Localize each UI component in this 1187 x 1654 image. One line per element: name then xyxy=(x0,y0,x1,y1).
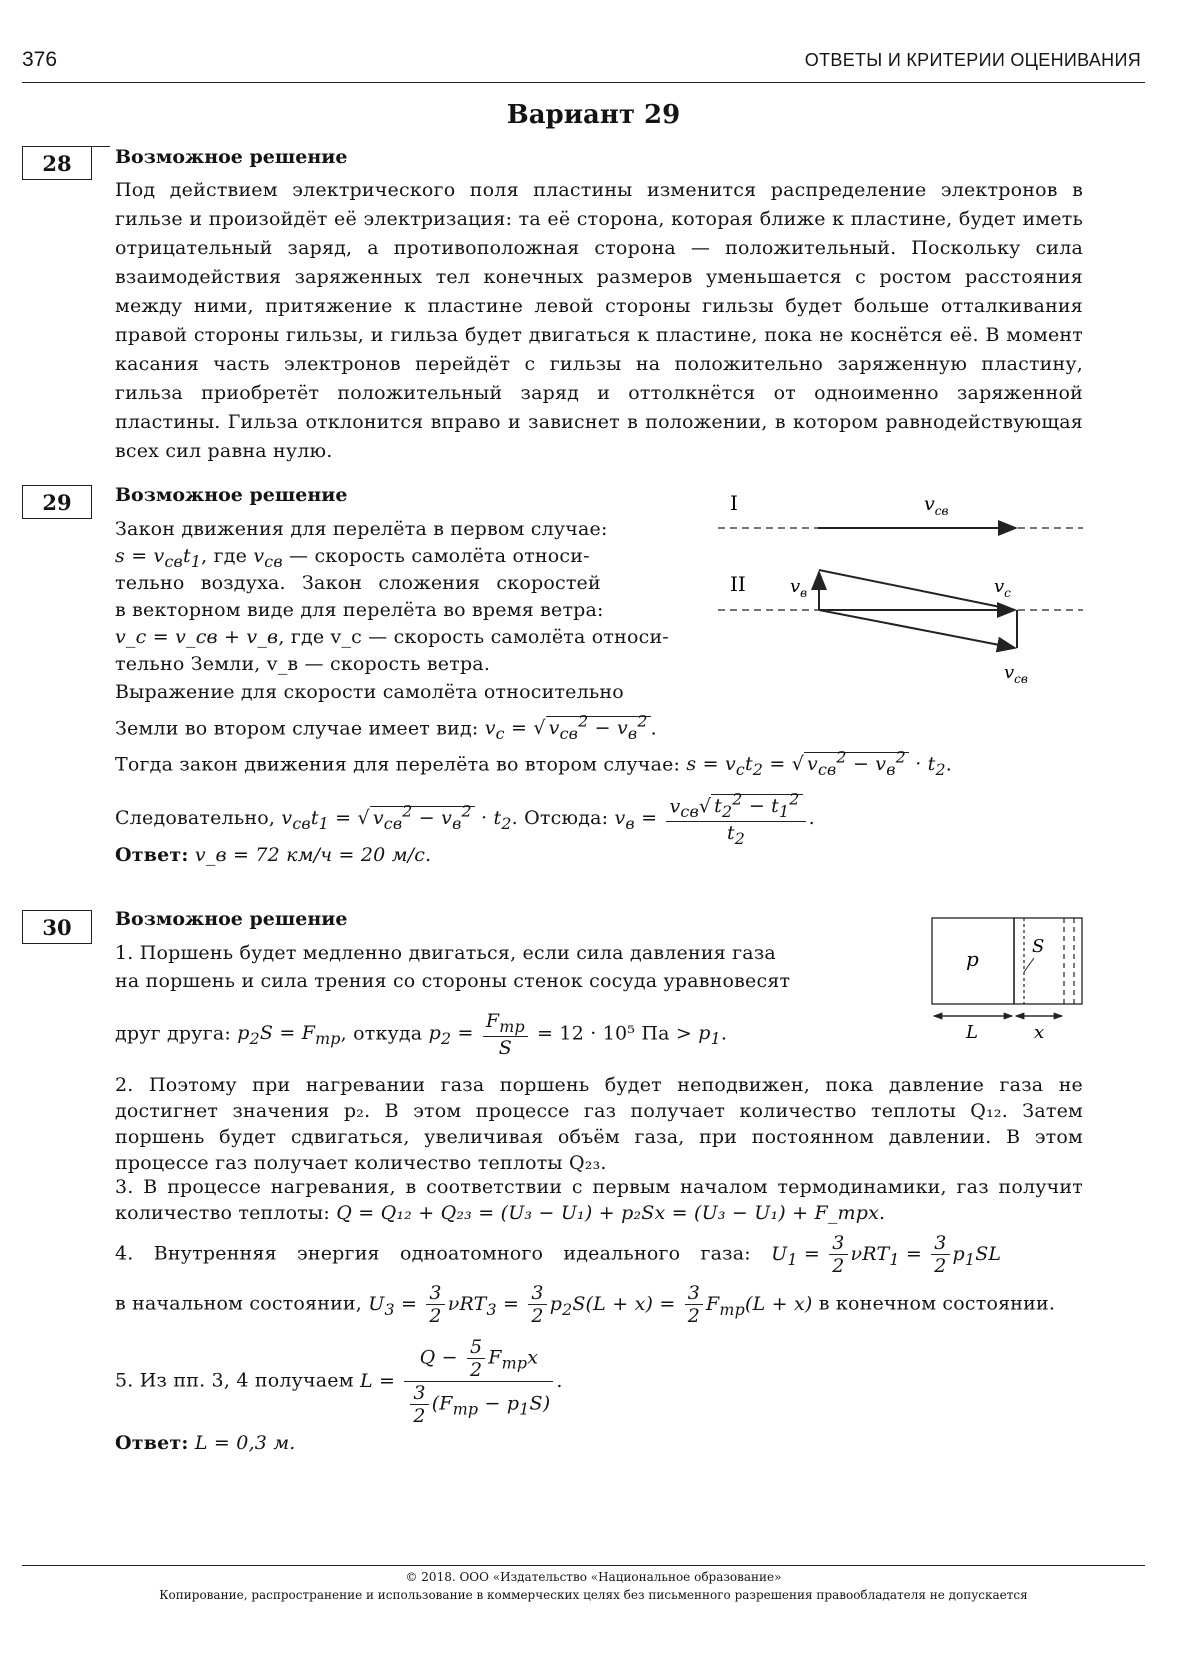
label-x: x xyxy=(1034,1022,1045,1043)
task-30-answer: Ответ: L = 0,3 м. xyxy=(115,1432,296,1454)
task-30-subtitle: Возможное решение xyxy=(115,908,348,930)
footer-notice: Копирование, распространение и использование в коммерческих целях без письменного разрешения правообладателя не допускается xyxy=(159,1588,1028,1602)
footer-rule xyxy=(22,1565,1145,1566)
velocity-diagram xyxy=(718,486,1088,691)
task-29-line-6: тельно Земли, v_в — скорость ветра. xyxy=(115,653,491,675)
task-30-p1-line-1: 1. Поршень будет медленно двигаться, если сила давления газа xyxy=(115,942,776,964)
formula-equality: $v_{св}t_1$ = √ $v_{св}^2 - v_в^2 \cdot t_2$ xyxy=(281,801,512,833)
task-29-subtitle: Возможное решение xyxy=(115,484,348,506)
label-case-II: II xyxy=(730,572,746,596)
formula-s2: $s = v_ct_2$ = √ $v_{св}^2 - v_в^2 \cdot t_2$ xyxy=(686,748,946,780)
header-rule xyxy=(22,82,1145,83)
task-28-rule xyxy=(92,146,110,147)
task-29-line-2: $s = v_{св}t_1$, где $v_{св}$ — скорость самолёта относи- xyxy=(115,545,590,571)
task-29-line-8: Земли во втором случае имеет вид: $v_c$ = √ $v_{св}^2 - v_в^2$ . xyxy=(115,712,657,744)
task-28-subtitle: Возможное решение xyxy=(115,146,348,168)
label-vsv-top: $v_{св}$ xyxy=(924,493,949,518)
task-number-30: 30 xyxy=(22,910,92,944)
label-vc: $v_с$ xyxy=(994,576,1011,600)
task-30-p5: 5. Из пп. 3, 4 получаем L = Q − $\frac{5}{2}$ $F_{тр}x$ $\frac{3}{2}$ $(F_{тр} - p_1S)$ . xyxy=(115,1336,563,1427)
vector-vsv-III xyxy=(819,610,1015,648)
formula-vector-sum: v_c = v_св + v_в xyxy=(115,626,279,648)
task-29-line-1: Закон движения для перелёта в первом случае: xyxy=(115,518,608,540)
variant-title: Вариант 29 xyxy=(506,100,681,130)
label-vv: $v_в$ xyxy=(790,576,808,600)
formula-s-vsv-t1: $s = v_{св}t_1$ xyxy=(115,545,202,571)
label-L: L xyxy=(966,1022,978,1043)
formula-vv: $v_в$ = $\frac{v_{св}√ t_2^2 - t_1^2}{t_2}$ . xyxy=(614,790,815,848)
formula-q: Q = Q₁₂ + Q₂₃ = (U₃ − U₁) + p₂Sx = (U₃ − U₁) + F_трx. xyxy=(336,1202,886,1224)
task-29-line-7: Выражение для скорости самолёта относительно xyxy=(115,681,624,703)
task-29-line-3: тельно воздуха. Закон сложения скоростей xyxy=(115,572,601,594)
piston-diagram xyxy=(928,910,1088,1045)
task-30-p2: 2. Поэтому при нагревании газа поршень будет неподвижен, пока давление газа не достигнет значения p₂. В этом процессе газ получает количество теплоты Q₁₂. Затем поршень будет сдвигаться, увеличивая объём газа, при постоянном давлении. В этом процессе газ получает количество теплоты Q₂₃. xyxy=(115,1074,1083,1174)
task-number-28: 28 xyxy=(22,146,92,180)
task-30-p4-line-1: 4. Внутренняя энергия одноатомного идеального газа: $U_1$ = $\frac{3}{2}$ νRT$_1$ = $\frac{3}{2}$ $p_1SL$ xyxy=(115,1232,1002,1277)
task-29-line-5: v_c = v_св + v_в, где v_c — скорость самолёта относи- xyxy=(115,626,669,648)
task-number-29: 29 xyxy=(22,485,92,519)
task-29-answer: Ответ: v_в = 72 км/ч = 20 м/с. xyxy=(115,844,432,866)
label-vsv-bottom: $v_{св}$ xyxy=(1004,662,1028,686)
cylinder xyxy=(932,918,1082,1004)
task-28-text: Под действием электрического поля пластины изменится распределение электронов в гильзе и произойдёт её электризация: та её сторона, которая ближе к пластине, будет иметь отрицательный заряд, а противоположная сторона — положительный. Поскольку сила взаимодействия заряженных тел конечных размеров уменьшается с ростом расстояния между ними, притяжение к пластине левой стороны гильзы будет больше отталкивания правой стороны гильзы, и гильза будет двигаться к пластине, пока не коснётся её. В момент касания часть электронов перейдёт с гильзы на положительно заряженную пластину, гильза приобретёт положительный заряд и оттолкнётся от одноименно заряженной пластины. Гильза отклонится вправо и зависнет в положении, в котором равнодействующая всех сил равна нулю. xyxy=(115,179,1083,462)
label-S: S xyxy=(1032,936,1045,957)
footer-copyright: © 2018. ООО «Издательство «Национальное образование» xyxy=(405,1570,782,1584)
task-29-line-10: Следовательно, $v_{св}t_1$ = √ $v_{св}^2 - v_в^2 \cdot t_2$. Отсюда: $v_в$ = $\frac{v_{св}√ t_2^2 - t_1^2}{t_2}$ . xyxy=(115,790,815,848)
task-30-p1-line-2: на поршень и сила трения со стороны стенок сосуда уравновесят xyxy=(115,970,791,992)
task-30-p3: 3. В процессе нагревания, в соответствии с первым началом термодинамики, газ получит количество теплоты: Q = Q₁₂ + Q₂₃ = (U₃ − U₁) + p₂Sx = (U₃ − U₁) + F_трx. xyxy=(115,1176,1083,1224)
vector-vsv-II xyxy=(819,570,1015,610)
section-title: ОТВЕТЫ И КРИТЕРИИ ОЦЕНИВАНИЯ xyxy=(804,50,1141,70)
label-p: p xyxy=(966,947,979,971)
task-29-line-9: Тогда закон движения для перелёта во втором случае: $s = v_ct_2$ = √ $v_{св}^2 - v_в^2 \cdot t_2$. xyxy=(115,748,953,780)
task-29-line-4: в векторном виде для перелёта во время ветра: xyxy=(115,599,604,621)
page-number: 376 xyxy=(22,48,58,71)
task-30-p1-line-3: друг друга: $p_2S = F_{тр}$, откуда $p_2$ = $\frac{F_{тр}}{S}$ = 12 · 10⁵ Па > $p_1$. xyxy=(115,1010,728,1059)
label-case-I: I xyxy=(730,491,738,515)
task-30-p4-line-2: в начальном состоянии, $U_3$ = $\frac{3}{2}$ νRT$_3$ = $\frac{3}{2}$ $p_2S(L + x)$ = $\frac{3}{2}$ $F_{тр}(L + x)$ в конечном состоянии. xyxy=(115,1282,1056,1327)
formula-vc: $v_c$ = √ $v_{св}^2 - v_в^2$ xyxy=(485,717,651,739)
